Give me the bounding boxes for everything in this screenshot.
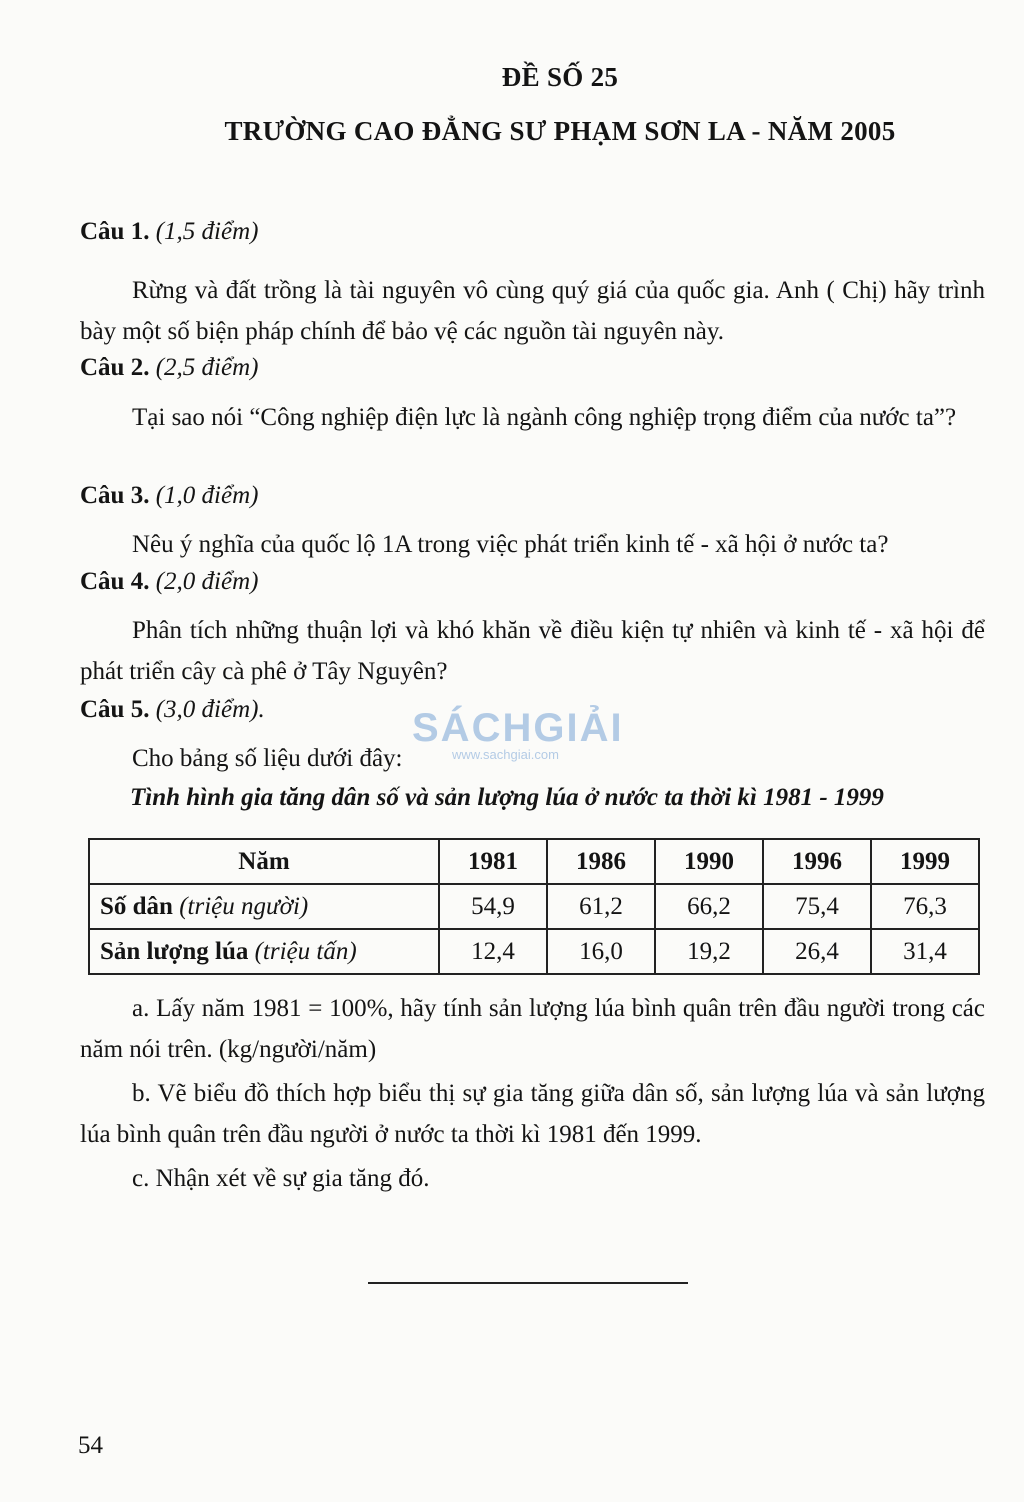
table-cell: 31,4 (871, 929, 979, 974)
task-c: c. Nhận xét về sự gia tăng đó. (132, 1165, 430, 1192)
question-points: (3,0 điểm). (155, 696, 265, 723)
question-points: (1,0 điểm) (155, 482, 259, 509)
table-caption: Tình hình gia tăng dân số và sản lượng lúa ở nước ta thời kì 1981 - 1999 (130, 784, 884, 811)
table-row-label (89, 884, 439, 929)
table-year-cell: 1996 (763, 839, 871, 884)
question-2-text: Tại sao nói “Công nghiệp điện lực là ngành công nghiệp trọng điểm của nước ta”? (132, 404, 957, 431)
row-label-unit: (triệu tấn) (254, 937, 357, 965)
table-cell: 61,2 (547, 884, 655, 929)
row-label-text: Sản lượng lúa (100, 937, 249, 965)
exam-subtitle: TRƯỜNG CAO ĐẲNG SƯ PHẠM SƠN LA - NĂM 2005 (224, 116, 896, 146)
section-divider (368, 1282, 688, 1284)
table-cell: 54,9 (439, 884, 547, 929)
data-table (88, 838, 980, 975)
exam-title: ĐỀ SỐ 25 (501, 62, 619, 92)
task-a: a. Lấy năm 1981 = 100%, hãy tính sản lượng lúa bình quân trên đầu người trong các năm nói trên. (kg/người/năm) (80, 995, 985, 1063)
table-cell: 26,4 (763, 929, 871, 974)
watermark-logo: SÁCHGIẢI (412, 706, 624, 750)
table-year-cell: 1981 (439, 839, 547, 884)
question-points: (2,0 điểm) (155, 568, 259, 595)
table-cell: 76,3 (871, 884, 979, 929)
question-1-text: Rừng và đất trồng là tài nguyên vô cùng quý giá của quốc gia. Anh ( Chị) hãy trình bày một số biện pháp chính để bảo vệ các nguồn tài nguyên này. (80, 277, 985, 345)
table-year-cell: 1986 (547, 839, 655, 884)
table-year-cell: 1990 (655, 839, 763, 884)
watermark-url: www.sachgiai.com (452, 747, 559, 762)
question-4-text: Phân tích những thuận lợi và khó khăn về điều kiện tự nhiên và kinh tế - xã hội để phát triển cây cà phê ở Tây Nguyên? (80, 617, 985, 685)
question-label: Câu 3. (80, 482, 150, 509)
table-cell: 16,0 (547, 929, 655, 974)
question-1-heading (80, 218, 258, 246)
question-2-heading (80, 354, 258, 382)
question-5-text: Cho bảng số liệu dưới đây: (132, 745, 403, 772)
table-cell: 66,2 (655, 884, 763, 929)
table-header-year: Năm (89, 839, 439, 884)
table-header-row (89, 839, 979, 884)
question-3-text: Nêu ý nghĩa của quốc lộ 1A trong việc phát triển kinh tế - xã hội ở nước ta? (132, 531, 889, 558)
question-points: (1,5 điểm) (155, 218, 259, 245)
table-row (89, 884, 979, 929)
page-number: 54 (78, 1432, 103, 1459)
watermark (412, 706, 624, 762)
table-year-cell: 1999 (871, 839, 979, 884)
task-b: b. Vẽ biểu đồ thích hợp biểu thị sự gia tăng giữa dân số, sản lượng lúa và sản lượng lúa bình quân trên đầu người ở nước ta thời kì 1981 đến 1999. (80, 1080, 985, 1148)
table-cell: 75,4 (763, 884, 871, 929)
row-label-text: Số dân (100, 892, 173, 920)
table-row-label (89, 929, 439, 974)
question-label: Câu 2. (80, 354, 150, 381)
table-row (89, 929, 979, 974)
question-3-heading (80, 482, 258, 510)
question-label: Câu 5. (80, 696, 150, 723)
question-points: (2,5 điểm) (155, 354, 259, 381)
table-cell: 19,2 (655, 929, 763, 974)
row-label-unit: (triệu người) (179, 892, 309, 920)
question-4-heading (80, 568, 258, 596)
question-label: Câu 1. (80, 218, 150, 245)
question-label: Câu 4. (80, 568, 150, 595)
table-cell: 12,4 (439, 929, 547, 974)
question-5-heading (80, 696, 265, 724)
